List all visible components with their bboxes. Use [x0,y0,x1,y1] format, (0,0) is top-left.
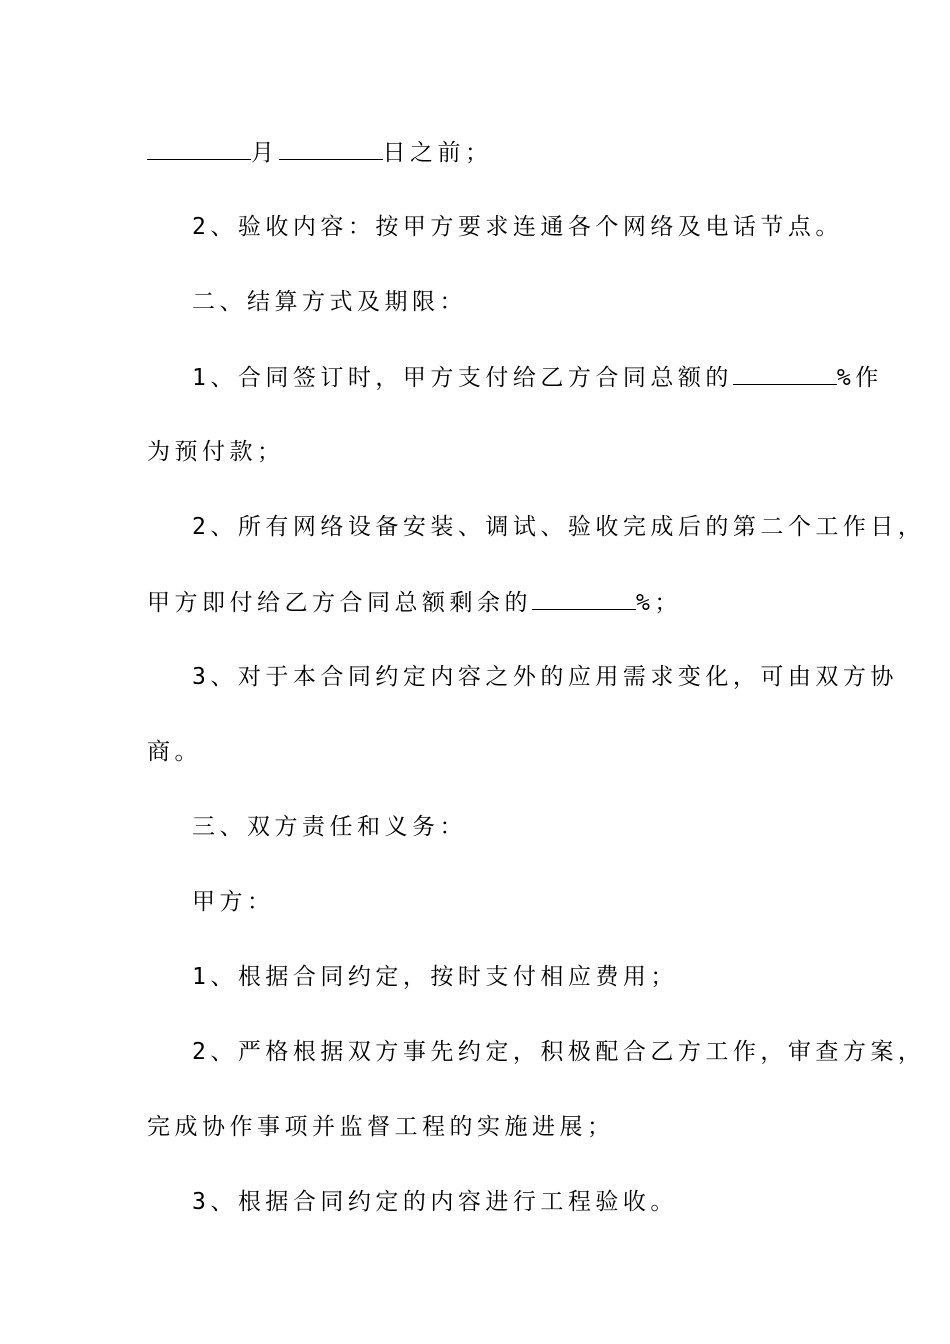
section-3-heading: 三、双方责任和义务： [192,814,467,840]
duty-1-paragraph: 1、根据合同约定，按时支付相应费用； [192,964,678,990]
payment-2-percent-label: %； [636,590,682,616]
day-blank [279,137,383,160]
payment-3-line: 3、对于本合同约定内容之外的应用需求变化，可由双方协 [192,664,898,690]
payment-1-line [192,362,883,393]
month-blank [147,137,251,160]
payment-1-percent-label: %作 [836,365,883,391]
payment-1-continuation: 为预付款； [147,439,285,465]
payment-2-percent-blank [532,587,636,610]
payment-2-text: 甲方即付给乙方合同总额剩余的 [147,590,532,616]
payment-1-text: 1、合同签订时，甲方支付给乙方合同总额的 [192,365,733,391]
section-2-heading: 二、结算方式及期限： [192,289,467,315]
duty-2-continuation: 完成协作事项并监督工程的实施进展； [147,1114,615,1140]
payment-2-continuation [147,587,827,618]
payment-3-continuation: 商。 [147,739,202,765]
acceptance-content-paragraph: 2、验收内容：按甲方要求连通各个网络及电话节点。 [192,214,843,240]
party-a-heading: 甲方： [192,889,275,915]
duty-3-paragraph: 3、根据合同约定的内容进行工程验收。 [192,1189,678,1215]
month-label: 月 [251,140,279,166]
day-label: 日之前； [382,140,493,166]
date-deadline-line [147,137,827,168]
duty-2-line: 2、严格根据双方事先约定，积极配合乙方工作，审查方案， [192,1039,926,1065]
payment-1-percent-blank [733,362,837,385]
payment-2-line: 2、所有网络设备安装、调试、验收完成后的第二个工作日， [192,514,926,540]
